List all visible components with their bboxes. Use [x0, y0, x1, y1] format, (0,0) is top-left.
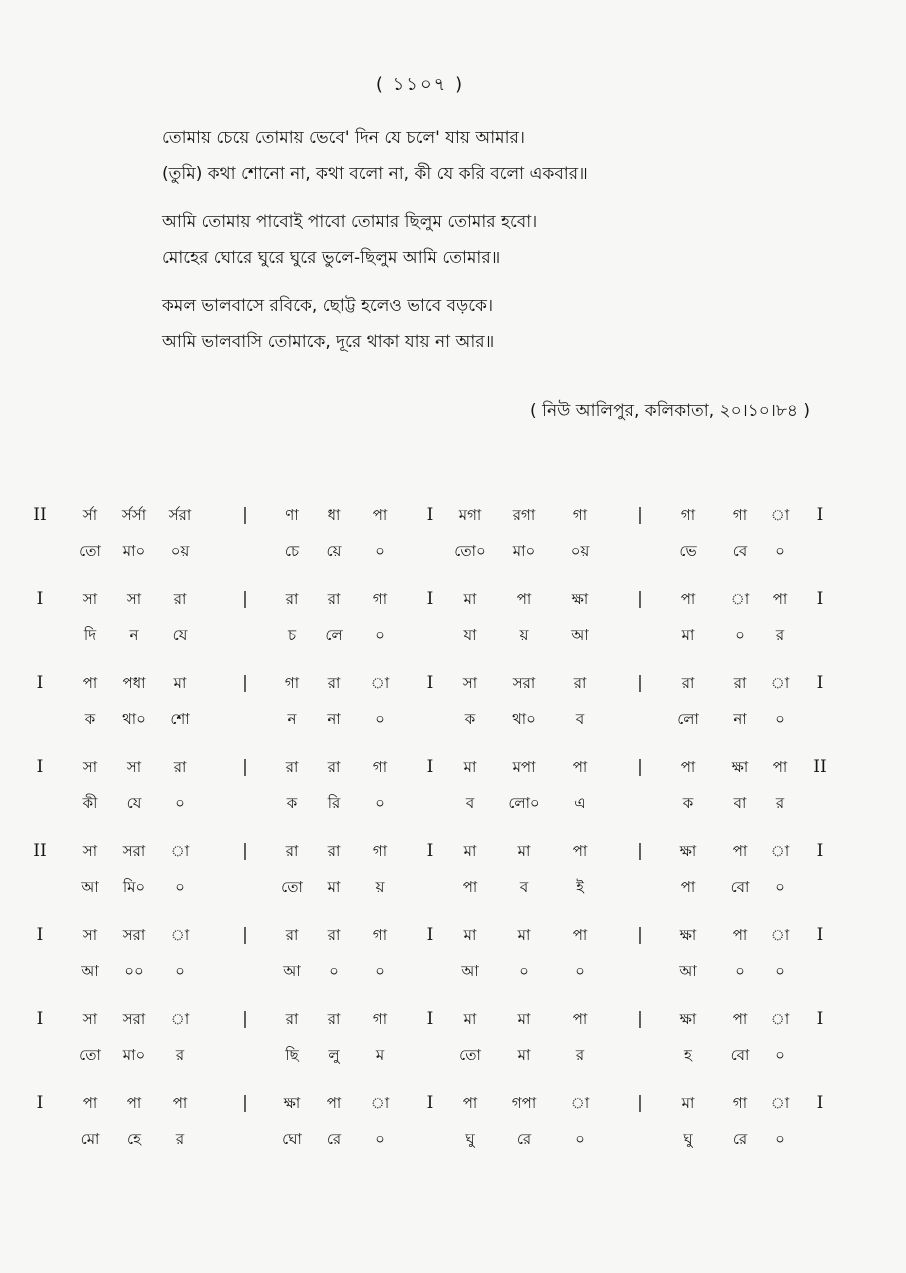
bar-line: I — [816, 589, 824, 609]
swara-note: ক্ষা — [731, 758, 749, 776]
lyric-syllable-row — [0, 1040, 906, 1070]
syllable: হে — [127, 1130, 141, 1148]
swara-note: া — [770, 506, 790, 524]
syllable: ০ — [175, 962, 185, 980]
bar-line: I — [36, 757, 44, 777]
syllable: ০ — [375, 962, 385, 980]
syllable: আ — [461, 962, 479, 980]
bar-line: | — [242, 589, 248, 609]
syllable: ০য় — [170, 542, 190, 560]
syllable: কী — [82, 794, 98, 812]
notation-block — [0, 836, 906, 920]
syllable: ক — [464, 710, 476, 728]
syllable: ০ — [775, 878, 785, 896]
bar-line: I — [816, 673, 824, 693]
syllable: মা০ — [122, 1046, 146, 1064]
swara-note: পা — [680, 590, 696, 608]
syllable: লো০ — [508, 794, 540, 812]
bar-line: II — [33, 841, 47, 861]
swara-note: মা — [517, 842, 531, 860]
lyric-line: আমি ভালবাসি তোমাকে, দূরে থাকা যায় না আর॥ — [162, 332, 495, 352]
swara-note: ক্ষা — [571, 590, 589, 608]
bar-line: I — [426, 673, 434, 693]
swara-note: পধা — [122, 674, 146, 692]
syllable: য়ে — [326, 542, 342, 560]
notation-block — [0, 752, 906, 836]
syllable: ঘু — [683, 1130, 693, 1148]
syllable: থা০ — [122, 710, 146, 728]
syllable: মা০ — [122, 542, 146, 560]
lyric-syllable-row — [0, 536, 906, 566]
notation-block — [0, 500, 906, 584]
bar-line: I — [816, 1093, 824, 1113]
notation-block — [0, 584, 906, 668]
swara-note: পা — [572, 1010, 588, 1028]
swara-note: সা — [82, 842, 98, 860]
swara-row — [0, 920, 906, 950]
syllable: ঘো — [282, 1130, 302, 1148]
swara-note: া — [170, 1010, 190, 1028]
syllable: ০য় — [570, 542, 590, 560]
swara-note: রা — [681, 674, 695, 692]
syllable: তো — [459, 1046, 481, 1064]
syllable: বো — [730, 1046, 750, 1064]
swara-note: গা — [372, 926, 388, 944]
stanza — [162, 204, 862, 276]
swara-note: গা — [284, 674, 300, 692]
swara-note: রা — [173, 590, 187, 608]
syllable: ০ — [375, 710, 385, 728]
swara-note: মপা — [512, 758, 536, 776]
syllable: শো — [170, 710, 190, 728]
swara-note: মা — [517, 926, 531, 944]
swara-note: রা — [327, 590, 341, 608]
syllable: ০ — [775, 962, 785, 980]
swara-note: রা — [327, 1010, 341, 1028]
bar-line: I — [426, 841, 434, 861]
syllable: বা — [733, 794, 747, 812]
syllable: ০ — [775, 1130, 785, 1148]
syllable: র — [175, 1046, 185, 1064]
bar-line: | — [242, 505, 248, 525]
swara-note: ক্ষা — [679, 1010, 697, 1028]
syllable: মা — [681, 626, 695, 644]
syllable: ০ — [735, 962, 745, 980]
swara-note: পা — [326, 1094, 342, 1112]
bar-line: I — [36, 1009, 44, 1029]
syllable: তো — [281, 878, 303, 896]
swara-note: গা — [372, 1010, 388, 1028]
syllable: ০ — [519, 962, 529, 980]
swara-note: পা — [82, 674, 98, 692]
lyric-line: (তুমি) কথা শোনো না, কথা বলো না, কী যে করি বলো একবার॥ — [162, 164, 588, 184]
lyric-line: আমি তোমায় পাবোই পাবো তোমার ছিলুম তোমার হবো। — [162, 212, 538, 232]
swara-note: রা — [285, 926, 299, 944]
swara-note: র্সর্সা — [121, 506, 147, 524]
swara-note: মা — [681, 1094, 695, 1112]
swara-note: সরা — [512, 674, 536, 692]
syllable: ০ — [329, 962, 339, 980]
swara-note: গা — [572, 506, 588, 524]
swara-note: া — [770, 1010, 790, 1028]
syllable: আ — [571, 626, 589, 644]
bar-line: I — [426, 505, 434, 525]
swara-row — [0, 668, 906, 698]
syllable: পা — [462, 878, 478, 896]
syllable: যে — [126, 794, 142, 812]
bar-line: | — [637, 505, 643, 525]
bar-line: | — [242, 1009, 248, 1029]
syllable: লু — [328, 1046, 340, 1064]
swara-row — [0, 752, 906, 782]
swara-row — [0, 836, 906, 866]
syllable: বে — [732, 542, 748, 560]
swara-row — [0, 1004, 906, 1034]
bar-line: | — [242, 757, 248, 777]
swara-note: মা — [463, 1010, 477, 1028]
bar-line: I — [426, 1009, 434, 1029]
notation-block — [0, 668, 906, 752]
swara-note: পা — [572, 842, 588, 860]
swara-row — [0, 584, 906, 614]
swara-note: র্সরা — [168, 506, 192, 524]
swara-note: মা — [463, 758, 477, 776]
stanza — [162, 120, 862, 192]
swara-note: া — [570, 1094, 590, 1112]
bar-line: | — [637, 1009, 643, 1029]
syllable: লে — [325, 626, 343, 644]
bar-line: | — [242, 841, 248, 861]
swara-note: সা — [82, 1010, 98, 1028]
lyric-line: কমল ভালবাসে রবিকে, ছোট্ট হলেও ভাবে বড়কে। — [162, 296, 494, 316]
swara-note: র্সা — [82, 506, 98, 524]
bar-line: | — [637, 925, 643, 945]
bar-line: | — [242, 925, 248, 945]
swara-note: মা — [463, 590, 477, 608]
syllable: ভে — [679, 542, 697, 560]
swara-note: গা — [732, 506, 748, 524]
bar-line: I — [36, 673, 44, 693]
swara-note: া — [370, 674, 390, 692]
bar-line: | — [637, 1093, 643, 1113]
swara-note: মগা — [458, 506, 482, 524]
syllable: ০ — [775, 1046, 785, 1064]
notation-table — [0, 500, 906, 1172]
swara-note: পা — [462, 1094, 478, 1112]
swara-note: া — [770, 926, 790, 944]
swara-row — [0, 1088, 906, 1118]
bar-line: II — [33, 505, 47, 525]
swara-note: পা — [732, 1010, 748, 1028]
syllable: থা০ — [512, 710, 536, 728]
swara-note: পা — [126, 1094, 142, 1112]
syllable: দি — [83, 626, 97, 644]
swara-row — [0, 500, 906, 530]
swara-note: গা — [372, 758, 388, 776]
swara-note: রা — [173, 758, 187, 776]
syllable: ০ — [375, 626, 385, 644]
syllable: য় — [519, 626, 529, 644]
syllable: ব — [575, 710, 585, 728]
swara-note: মা — [463, 842, 477, 860]
lyric-line: মোহের ঘোরে ঘুরে ঘুরে ভুলে-ছিলুম আমি তোমার॥ — [162, 248, 501, 268]
syllable: ক — [682, 794, 694, 812]
syllable: বো — [730, 878, 750, 896]
swara-note: পা — [772, 758, 788, 776]
swara-note: া — [370, 1094, 390, 1112]
swara-note: রা — [285, 1010, 299, 1028]
swara-note: পা — [172, 1094, 188, 1112]
bar-line: | — [637, 589, 643, 609]
swara-note: রা — [327, 842, 341, 860]
syllable: ০ — [775, 542, 785, 560]
swara-note: পা — [732, 842, 748, 860]
syllable: ০ — [775, 710, 785, 728]
syllable: যে — [172, 626, 188, 644]
syllable: আ — [679, 962, 697, 980]
swara-note: পা — [82, 1094, 98, 1112]
syllable: ম — [375, 1046, 385, 1064]
swara-note: পা — [516, 590, 532, 608]
syllable: ০ — [375, 1130, 385, 1148]
syllable: রে — [326, 1130, 342, 1148]
syllable: আ — [81, 962, 99, 980]
syllable: র — [575, 1046, 585, 1064]
swara-note: সা — [462, 674, 478, 692]
syllable: হ — [684, 1046, 692, 1064]
swara-note: রা — [573, 674, 587, 692]
swara-note: রা — [285, 842, 299, 860]
syllable: না — [327, 710, 341, 728]
syllable: চে — [284, 542, 300, 560]
swara-note: পা — [680, 758, 696, 776]
lyric-syllable-row — [0, 704, 906, 734]
bar-line: I — [36, 1093, 44, 1113]
swara-note: রগা — [512, 506, 536, 524]
bar-line: | — [242, 673, 248, 693]
notation-block — [0, 1088, 906, 1172]
notation-block — [0, 1004, 906, 1088]
swara-note: মা — [173, 674, 187, 692]
bar-line: | — [637, 673, 643, 693]
syllable: র — [175, 1130, 185, 1148]
swara-note: সরা — [122, 926, 146, 944]
swara-note: া — [770, 1094, 790, 1112]
lyric-line: তোমায় চেয়ে তোমায় ভেবে' দিন যে চলে' যায় আমার। — [162, 128, 525, 148]
lyric-syllable-row — [0, 788, 906, 818]
stanza — [162, 288, 862, 360]
syllable: ০ — [375, 794, 385, 812]
syllable: তো০ — [454, 542, 486, 560]
bar-line: I — [426, 925, 434, 945]
bar-line: II — [813, 757, 827, 777]
swara-note: ক্ষা — [679, 842, 697, 860]
bar-line: I — [816, 841, 824, 861]
syllable: ন — [129, 626, 139, 644]
lyric-syllable-row — [0, 872, 906, 902]
source-note: ( নিউ আলিপুর, কলিকাতা, ২০।১০।৮৪ ) — [530, 401, 810, 421]
swara-note: সা — [126, 590, 142, 608]
swara-note: রা — [285, 590, 299, 608]
syllable: মা — [517, 1046, 531, 1064]
syllable: ০০ — [124, 962, 144, 980]
syllable: মা০ — [512, 542, 536, 560]
swara-note: া — [770, 674, 790, 692]
swara-note: মা — [463, 926, 477, 944]
swara-note: া — [730, 590, 750, 608]
swara-note: গা — [732, 1094, 748, 1112]
syllable: ০ — [175, 794, 185, 812]
syllable: ব — [519, 878, 529, 896]
syllable: ০ — [375, 542, 385, 560]
syllable: আ — [283, 962, 301, 980]
syllable: এ — [574, 794, 586, 812]
swara-note: মা — [517, 1010, 531, 1028]
bar-line: I — [426, 589, 434, 609]
swara-note: ধা — [327, 506, 341, 524]
swara-note: া — [770, 842, 790, 860]
syllable: না — [733, 710, 747, 728]
lyric-syllable-row — [0, 956, 906, 986]
bar-line: I — [36, 925, 44, 945]
swara-note: পা — [732, 926, 748, 944]
syllable: ০ — [575, 962, 585, 980]
swara-note: রা — [327, 926, 341, 944]
swara-note: পা — [572, 926, 588, 944]
swara-note: সা — [82, 926, 98, 944]
swara-note: গা — [680, 506, 696, 524]
swara-note: সা — [82, 590, 98, 608]
syllable: ক — [84, 710, 96, 728]
syllable: মি০ — [122, 878, 146, 896]
syllable: ন — [287, 710, 297, 728]
swara-note: রা — [327, 674, 341, 692]
lyric-syllable-row — [0, 620, 906, 650]
lyrics — [162, 120, 862, 372]
syllable: লো — [677, 710, 699, 728]
bar-line: I — [816, 505, 824, 525]
syllable: তো — [79, 542, 101, 560]
swara-note: া — [170, 926, 190, 944]
syllable: ০ — [575, 1130, 585, 1148]
syllable: রে — [516, 1130, 532, 1148]
bar-line: | — [637, 757, 643, 777]
swara-note: া — [170, 842, 190, 860]
syllable: আ — [81, 878, 99, 896]
swara-note: রা — [327, 758, 341, 776]
bar-line: I — [816, 1009, 824, 1029]
page-number: ( ১১০৭ ) — [375, 74, 465, 95]
swara-note: ক্ষা — [679, 926, 697, 944]
bar-line: | — [242, 1093, 248, 1113]
syllable: তো — [79, 1046, 101, 1064]
swara-note: গপা — [511, 1094, 537, 1112]
bar-line: | — [637, 841, 643, 861]
syllable: ০ — [735, 626, 745, 644]
bar-line: I — [816, 925, 824, 945]
swara-note: সরা — [122, 842, 146, 860]
swara-note: ণা — [285, 506, 299, 524]
swara-note: রা — [285, 758, 299, 776]
swara-note: পা — [572, 758, 588, 776]
syllable: মা — [327, 878, 341, 896]
syllable: যা — [463, 626, 477, 644]
swara-note: সরা — [122, 1010, 146, 1028]
swara-note: গা — [372, 590, 388, 608]
syllable: চ — [287, 626, 297, 644]
swara-note: সা — [126, 758, 142, 776]
syllable: পা — [680, 878, 696, 896]
bar-line: I — [426, 1093, 434, 1113]
syllable: ই — [576, 878, 584, 896]
swara-note: সা — [82, 758, 98, 776]
syllable: ঘু — [465, 1130, 475, 1148]
syllable: ০ — [175, 878, 185, 896]
bar-line: I — [426, 757, 434, 777]
syllable: র — [775, 626, 785, 644]
swara-note: পা — [372, 506, 388, 524]
swara-note: রা — [733, 674, 747, 692]
swara-note: পা — [772, 590, 788, 608]
syllable: ছি — [285, 1046, 299, 1064]
swara-note: গা — [372, 842, 388, 860]
syllable: য় — [375, 878, 385, 896]
lyric-syllable-row — [0, 1124, 906, 1154]
notation-block — [0, 920, 906, 1004]
syllable: র — [775, 794, 785, 812]
syllable: রি — [327, 794, 341, 812]
syllable: রে — [732, 1130, 748, 1148]
syllable: ক — [286, 794, 298, 812]
syllable: মো — [80, 1130, 100, 1148]
syllable: ব — [465, 794, 475, 812]
swara-note: ক্ষা — [283, 1094, 301, 1112]
bar-line: I — [36, 589, 44, 609]
